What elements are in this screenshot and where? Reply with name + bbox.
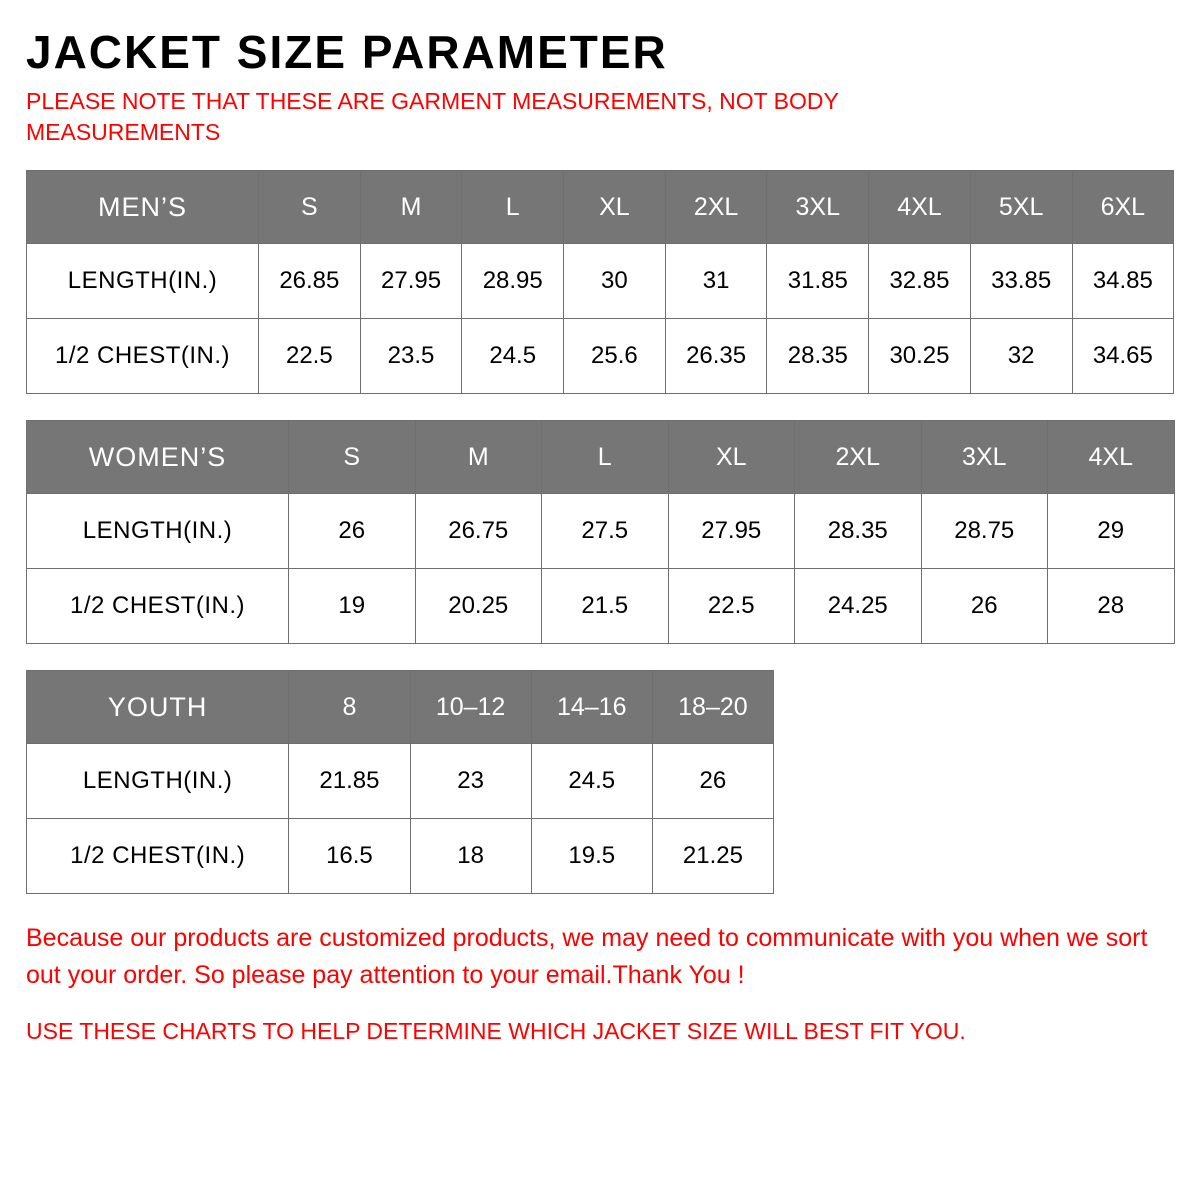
row-label: 1/2 CHEST(IN.) [27, 819, 289, 894]
table-row [27, 569, 1175, 644]
cell-value: 22.5 [259, 319, 361, 394]
mens-size-header: XL [564, 171, 666, 244]
womens-size-header: 4XL [1048, 421, 1175, 494]
table-header-row [27, 421, 1175, 494]
cell-value: 34.65 [1072, 319, 1174, 394]
mens-size-header: 2XL [665, 171, 767, 244]
measurement-note: PLEASE NOTE THAT THESE ARE GARMENT MEASUREMENTS, NOT BODY MEASUREMENTS [26, 88, 839, 146]
youth-size-header: 8 [289, 671, 410, 744]
mens-size-header: L [462, 171, 564, 244]
cell-value: 24.5 [462, 319, 564, 394]
row-label: 1/2 CHEST(IN.) [27, 569, 289, 644]
table-row [27, 494, 1175, 569]
cell-value: 24.5 [531, 744, 652, 819]
womens-size-header: 2XL [795, 421, 922, 494]
cell-value: 28.75 [921, 494, 1048, 569]
youth-size-header: 14–16 [531, 671, 652, 744]
table-row [27, 244, 1174, 319]
mens-size-header: 4XL [869, 171, 971, 244]
cell-value: 26.35 [665, 319, 767, 394]
cell-value: 29 [1048, 494, 1175, 569]
cell-value: 25.6 [564, 319, 666, 394]
cell-value: 20.25 [415, 569, 542, 644]
cell-value: 34.85 [1072, 244, 1174, 319]
youth-size-table [26, 670, 774, 894]
cell-value: 19.5 [531, 819, 652, 894]
table-row [27, 744, 774, 819]
womens-size-header: XL [668, 421, 795, 494]
cell-value: 23 [410, 744, 531, 819]
cell-value: 31 [665, 244, 767, 319]
youth-size-header: 18–20 [652, 671, 773, 744]
table-header-row [27, 671, 774, 744]
cell-value: 27.5 [542, 494, 669, 569]
womens-size-table [26, 420, 1175, 644]
customization-note: Because our products are customized products, we may need to communicate with you when we sort out your order. So please pay attention to your email.Thank You ! [26, 924, 1148, 989]
mens-size-header: S [259, 171, 361, 244]
cell-value: 30.25 [869, 319, 971, 394]
youth-size-header: 10–12 [410, 671, 531, 744]
cell-value: 26 [921, 569, 1048, 644]
youth-table-label: YOUTH [27, 671, 289, 744]
cell-value: 23.5 [360, 319, 462, 394]
cell-value: 28 [1048, 569, 1175, 644]
cell-value: 31.85 [767, 244, 869, 319]
mens-size-header: 3XL [767, 171, 869, 244]
cell-value: 26.85 [259, 244, 361, 319]
cell-value: 28.95 [462, 244, 564, 319]
womens-table-label: WOMEN’S [27, 421, 289, 494]
row-label: LENGTH(IN.) [27, 494, 289, 569]
cell-value: 32 [970, 319, 1072, 394]
cell-value: 22.5 [668, 569, 795, 644]
page-title: JACKET SIZE PARAMETER [26, 26, 668, 78]
womens-size-header: L [542, 421, 669, 494]
row-label: 1/2 CHEST(IN.) [27, 319, 259, 394]
mens-size-table [26, 170, 1174, 394]
cell-value: 19 [289, 569, 416, 644]
table-row [27, 819, 774, 894]
table-row [27, 319, 1174, 394]
table-header-row [27, 171, 1174, 244]
cell-value: 32.85 [869, 244, 971, 319]
mens-table-label: MEN’S [27, 171, 259, 244]
cell-value: 21.85 [289, 744, 410, 819]
mens-size-header: 5XL [970, 171, 1072, 244]
mens-size-header: 6XL [1072, 171, 1174, 244]
cell-value: 26 [289, 494, 416, 569]
cell-value: 33.85 [970, 244, 1072, 319]
womens-size-header: S [289, 421, 416, 494]
womens-size-header: M [415, 421, 542, 494]
cell-value: 26 [652, 744, 773, 819]
cell-value: 21.5 [542, 569, 669, 644]
row-label: LENGTH(IN.) [27, 244, 259, 319]
cell-value: 26.75 [415, 494, 542, 569]
row-label: LENGTH(IN.) [27, 744, 289, 819]
cell-value: 24.25 [795, 569, 922, 644]
cell-value: 27.95 [668, 494, 795, 569]
cell-value: 28.35 [767, 319, 869, 394]
cell-value: 28.35 [795, 494, 922, 569]
cell-value: 18 [410, 819, 531, 894]
cell-value: 30 [564, 244, 666, 319]
cell-value: 16.5 [289, 819, 410, 894]
womens-size-header: 3XL [921, 421, 1048, 494]
cell-value: 27.95 [360, 244, 462, 319]
mens-size-header: M [360, 171, 462, 244]
cell-value: 21.25 [652, 819, 773, 894]
chart-usage-note: USE THESE CHARTS TO HELP DETERMINE WHICH JACKET SIZE WILL BEST FIT YOU. [26, 1017, 966, 1044]
